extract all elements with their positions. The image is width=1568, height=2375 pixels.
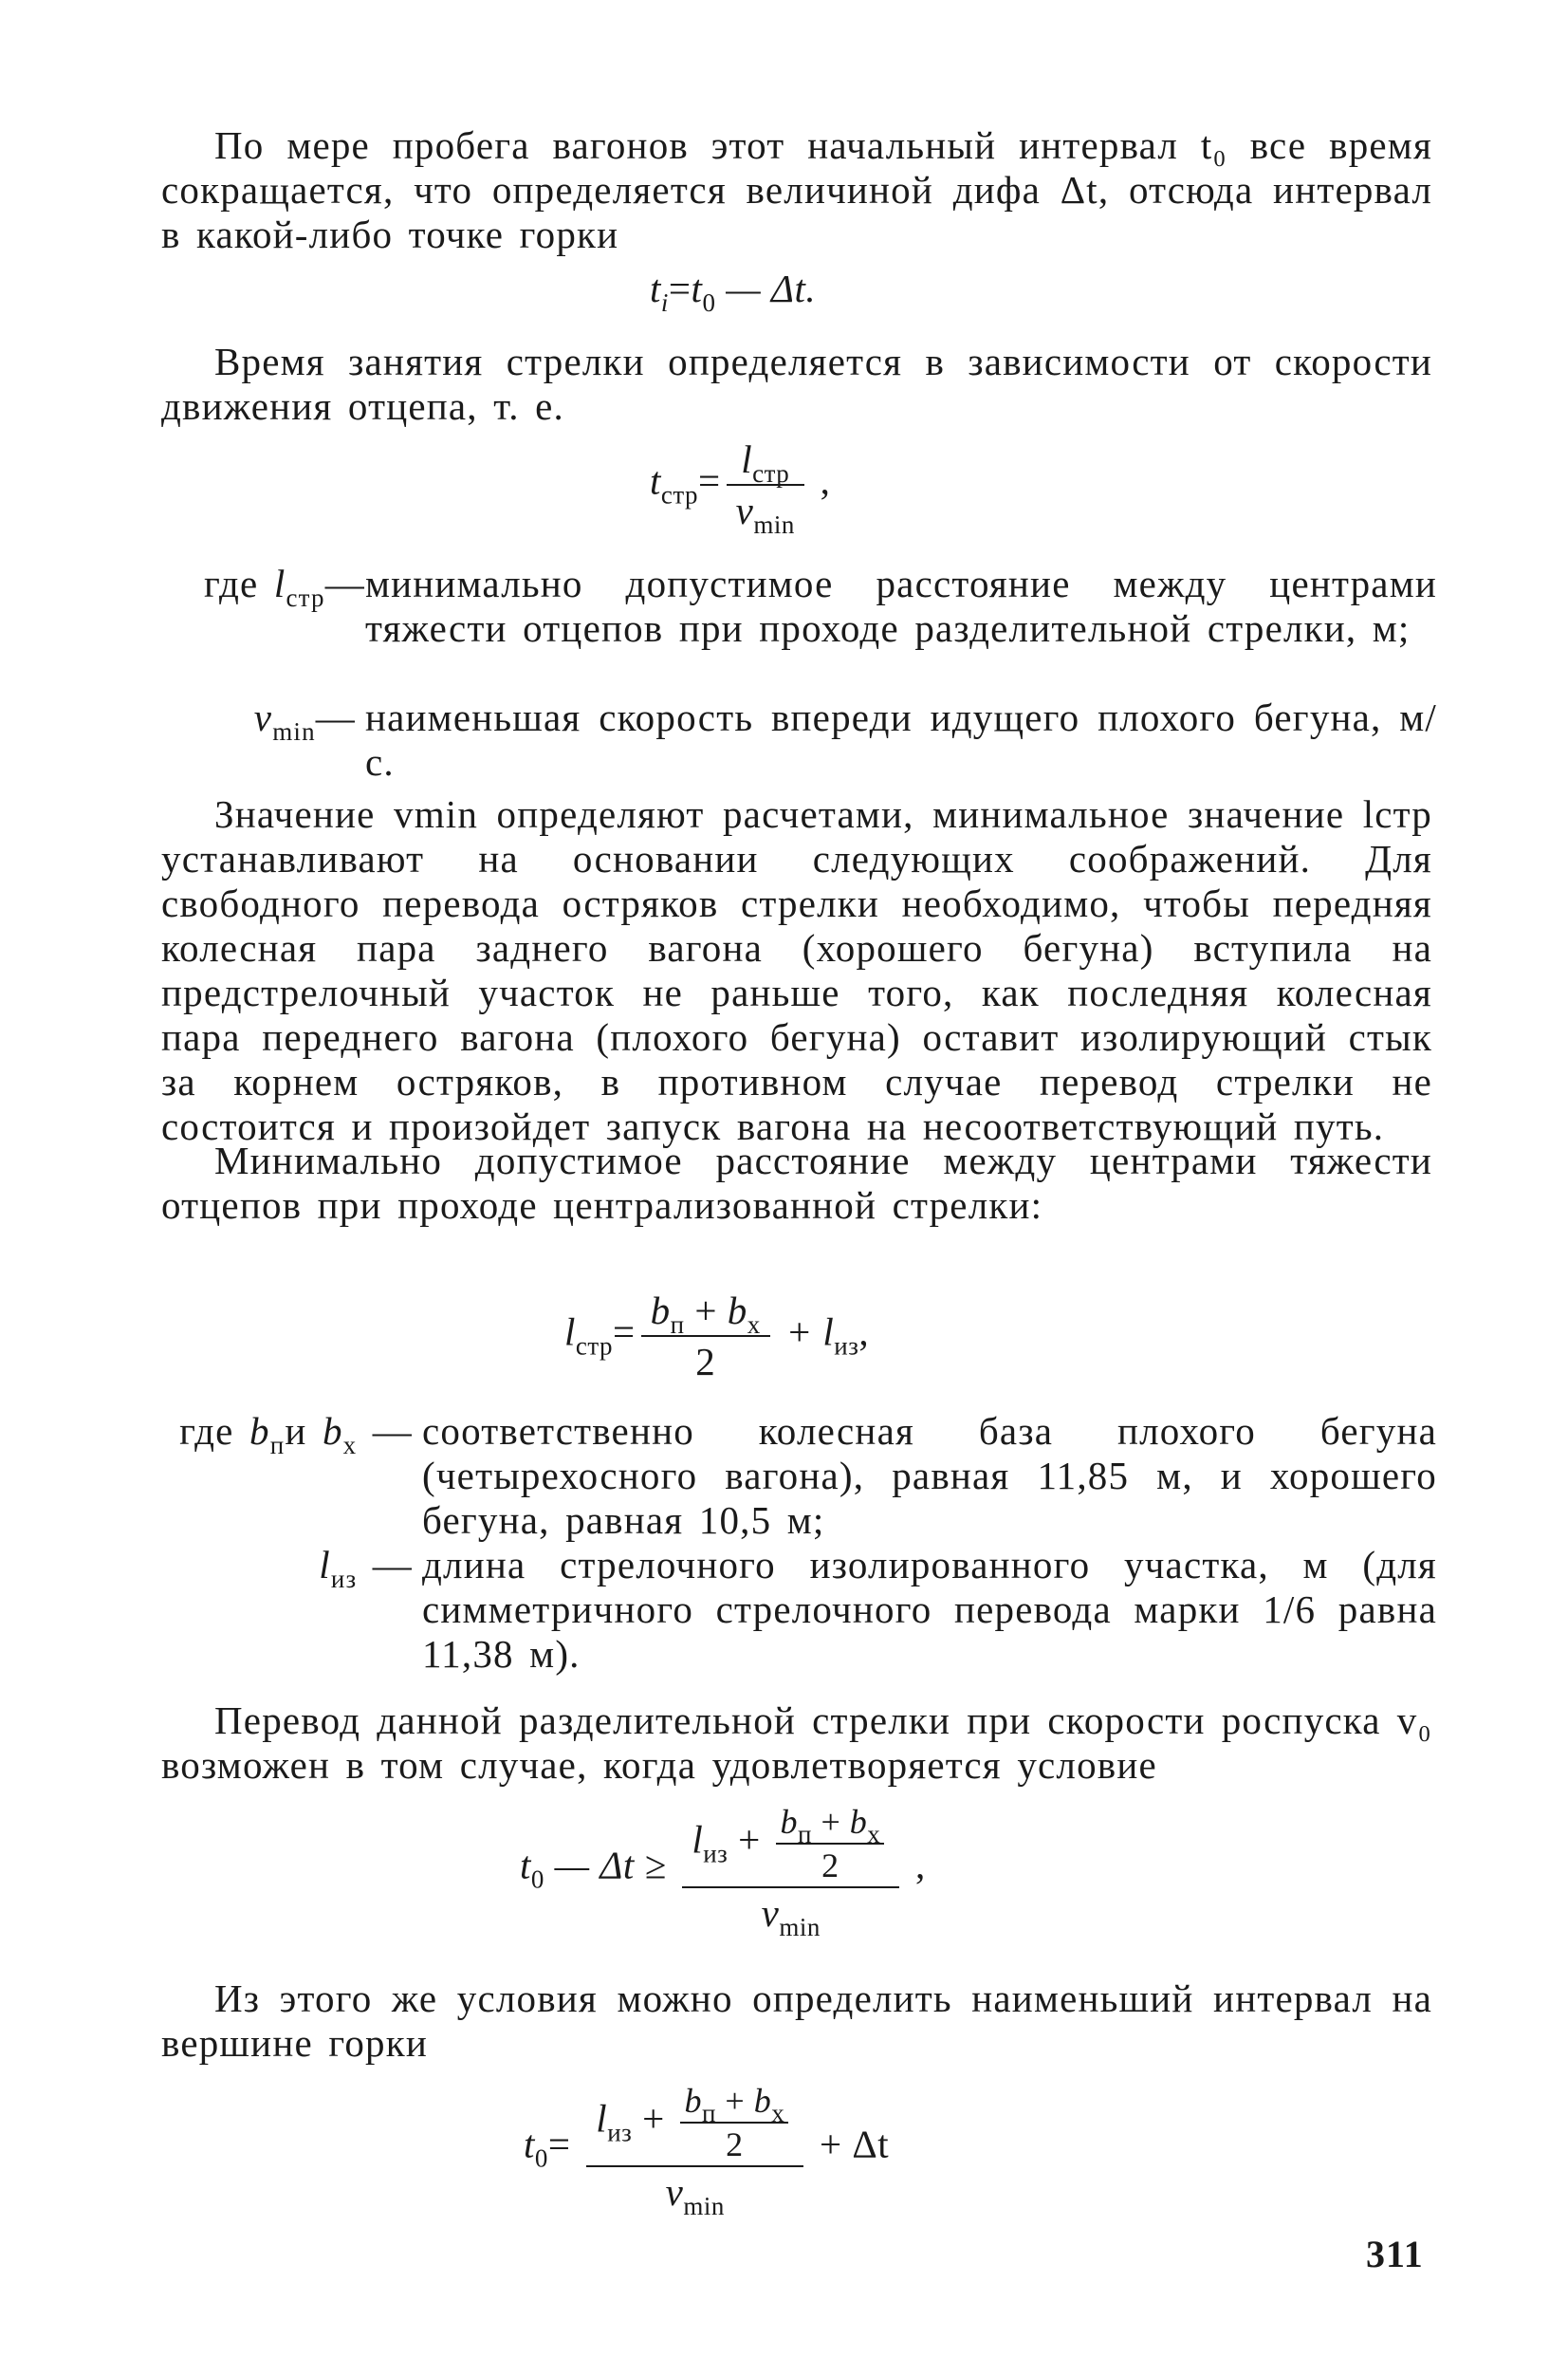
symbol: v — [665, 2170, 684, 2214]
formula-min-interval — [524, 2080, 890, 2220]
symbol: t — [650, 267, 661, 310]
denominator: 2 — [695, 1340, 716, 1383]
symbol: t — [524, 2122, 535, 2166]
symbol: t — [650, 458, 661, 503]
symbol: b — [753, 2082, 772, 2120]
formula-condition — [520, 1801, 926, 1941]
fraction — [727, 435, 804, 539]
paragraph-switch-transfer: Перевод данной разделительной стрелки при скорости роспуска v₀ возможен в том случае, когда удовлетворяется условие — [161, 1698, 1432, 1787]
subscript: х — [867, 1820, 881, 1848]
subscript: стр — [752, 459, 790, 488]
dash: — — [357, 1543, 413, 1586]
symbol: v — [253, 696, 273, 739]
operator: + — [811, 1803, 850, 1841]
fraction — [641, 1286, 770, 1386]
paragraph-initial-interval: По мере пробега вагонов этот начальный интервал t₀ все время сокращается, что определяется величиной дифа Δt, отсюда интервал в какой-либо точке горки — [161, 123, 1432, 256]
subscript: х — [747, 1310, 761, 1339]
denominator — [586, 2167, 803, 2220]
paragraph-min-interval: Из этого же условия можно определить наименьший интервал на вершине горки — [161, 1976, 1432, 2065]
operator: = — [668, 267, 692, 310]
subscript: i — [660, 288, 669, 317]
subscript: стр — [575, 1331, 614, 1361]
symbol: b — [780, 1803, 798, 1841]
legend-text: длина стрелочного изолированного участка, м (для симметричного стрелочного перевода марки 1/6 равна 11,38 м). — [422, 1543, 1437, 1676]
operator: = — [613, 1309, 636, 1354]
subscript: 0 — [534, 2143, 548, 2173]
numerator — [641, 1286, 770, 1337]
legend-l-str — [204, 562, 1437, 651]
numerator — [727, 435, 804, 486]
subscript: 0 — [702, 288, 716, 317]
formula-tail: + Δt — [809, 2122, 890, 2166]
paragraph-min-distance: Минимально допустимое расстояние между центрами тяжести отцепов при проходе централизованной стрелки: — [161, 1139, 1432, 1227]
subscript: min — [272, 717, 316, 746]
symbol: b — [727, 1289, 747, 1332]
numerator — [776, 1801, 884, 1848]
paragraph-min-value: Значение vmin определяют расчетами, минимальное значение lстр устанавливают на основании следующих соображений. Для свободного перевода остряков стрелки необходимо, чтобы передняя колесная пара заднего вагона (хорошего бегуна) вступила на предстрелочный участок не раньше того, как последняя колесная пара переднего вагона (плохого бегуна) оставит изолирующий стык за корнем остряков, в противном случае перевод стрелки не состоится и произойдет запуск вагона на несоответствующий путь. — [161, 792, 1432, 1148]
denominator — [727, 486, 804, 539]
subscript: х — [771, 2099, 785, 2127]
formula-min-distance — [564, 1286, 869, 1386]
subscript: п — [269, 1431, 286, 1459]
operator: + — [728, 1817, 771, 1862]
legend-text: соответственно колесная база плохого бегуна (четырехосного вагона), равная 11,85 м, и хорошего бегуна, равная 10,5 м; — [422, 1409, 1437, 1542]
symbol: v — [735, 489, 754, 532]
dash: — — [315, 696, 356, 739]
legend-text: наименьшая скорость впереди идущего плохого бегуна, м/с. — [365, 696, 1437, 784]
symbol: l — [564, 1309, 576, 1354]
subscript: из — [703, 1839, 729, 1868]
symbol: l — [319, 1543, 331, 1586]
denominator — [682, 1888, 899, 1941]
operator: — Δt ≥ — [544, 1843, 677, 1887]
symbol: t — [691, 267, 703, 310]
subscript: стр — [660, 480, 699, 510]
formula-rest: — Δt. — [715, 267, 817, 310]
subscript: min — [753, 510, 795, 539]
inner-fraction — [680, 2080, 788, 2165]
legend-text: минимально допустимое расстояние между центрами тяжести отцепов при проходе разделительной стрелки, м; — [365, 562, 1437, 650]
page-number: 311 — [1366, 2233, 1424, 2275]
legend-prefix: где — [179, 1409, 249, 1453]
symbol: l — [596, 2096, 608, 2141]
symbol: b — [650, 1289, 671, 1332]
inner-fraction — [776, 1801, 884, 1886]
denominator: 2 — [821, 1846, 839, 1884]
symbol: l — [692, 1817, 704, 1862]
dash: — — [324, 562, 365, 605]
subscript: min — [683, 2192, 725, 2220]
formula-switch-time — [650, 435, 831, 539]
punctuation: , — [858, 1309, 870, 1354]
subscript: стр — [286, 584, 325, 612]
paragraph-switch-occupation: Время занятия стрелки определяется в зависимости от скорости движения отцепа, т. е. — [161, 340, 1432, 428]
subscript: п — [797, 1820, 812, 1848]
subscript: из — [607, 2118, 633, 2147]
subscript: из — [834, 1331, 859, 1361]
operator: = — [547, 2122, 581, 2166]
subscript: 0 — [530, 1865, 544, 1894]
symbol: l — [273, 562, 286, 605]
symbol: b — [849, 1803, 868, 1841]
subscript: п — [701, 2099, 716, 2127]
subscript: п — [670, 1310, 685, 1339]
operator: + — [632, 2096, 675, 2141]
punctuation: , — [809, 458, 831, 503]
legend-key — [147, 1409, 413, 1543]
legend-key — [204, 562, 365, 651]
subscript: из — [330, 1565, 358, 1593]
legend-insulated-section — [147, 1543, 1437, 1677]
operator: = — [698, 458, 721, 503]
operator: + — [715, 2082, 754, 2120]
fraction — [682, 1801, 899, 1941]
legend-prefix: где — [204, 562, 274, 605]
subscript: х — [342, 1431, 358, 1459]
symbol: b — [322, 1409, 343, 1453]
legend-key — [147, 1543, 413, 1677]
numerator — [586, 2080, 803, 2167]
symbol: t — [520, 1843, 531, 1887]
symbol: b — [684, 2082, 702, 2120]
formula-interval-at-point — [650, 266, 817, 317]
legend-key — [204, 696, 356, 785]
dash: — — [357, 1409, 413, 1453]
punctuation: , — [905, 1843, 926, 1887]
conjunction: и — [285, 1409, 323, 1453]
numerator — [680, 2080, 788, 2127]
symbol: + l — [775, 1309, 835, 1354]
symbol: l — [741, 437, 753, 481]
denominator: 2 — [726, 2125, 744, 2163]
legend-wheel-base — [147, 1409, 1437, 1543]
symbol: v — [761, 1891, 780, 1935]
numerator — [682, 1801, 899, 1888]
subscript: min — [779, 1913, 821, 1941]
fraction — [586, 2080, 803, 2220]
operator: + — [684, 1289, 728, 1332]
legend-v-min — [204, 696, 1437, 785]
symbol: b — [249, 1409, 270, 1453]
